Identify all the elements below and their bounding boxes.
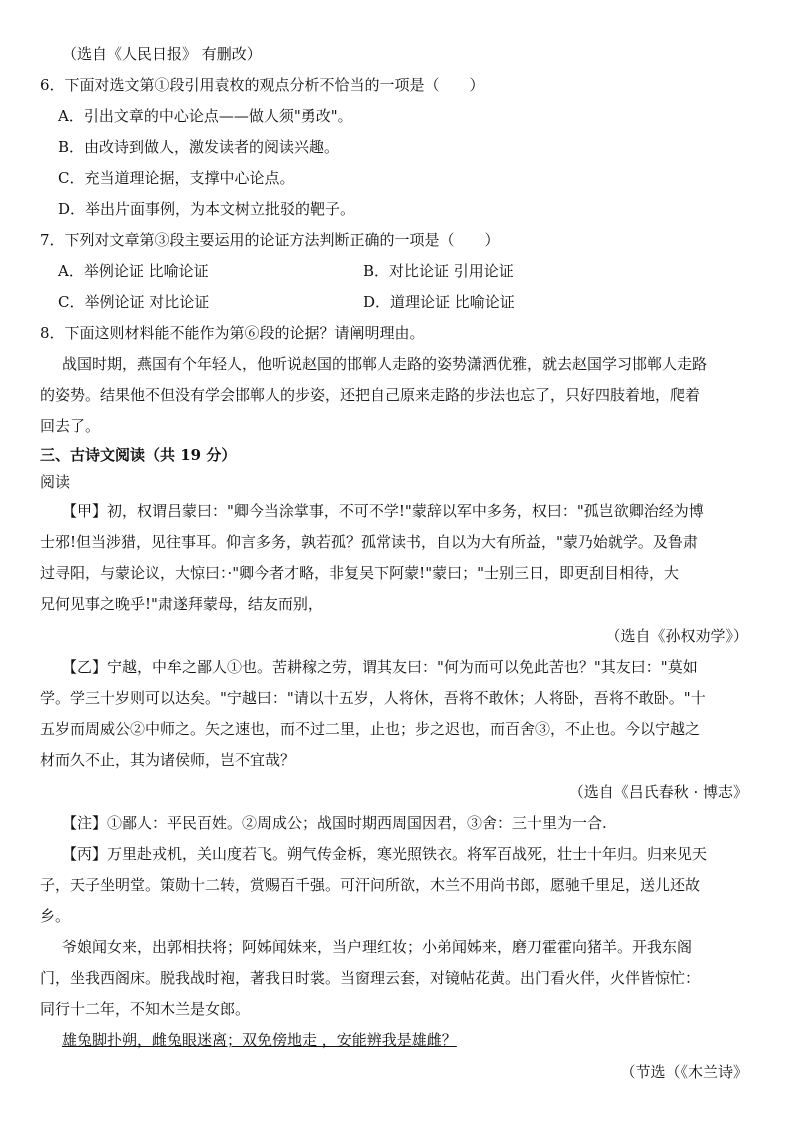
passage-jia-line: 【甲】初，权谓吕蒙曰："卿今当涂掌事，不可不学!"蒙辞以军中多务，权曰："孤岂欲卿治经为博	[62, 502, 704, 520]
passage-bing-line: 子，天子坐明堂。策勋十二转，赏赐百千强。可汗问所欲，木兰不用尚书郎，愿驰千里足，送儿还故	[40, 876, 701, 894]
q8-material-line: 战国时期，燕国有个年轻人，他听说赵国的邯郸人走路的姿势潇洒优雅，就去赵国学习邯郸人走路	[62, 355, 708, 373]
q8-material-line: 回去了。	[40, 417, 101, 435]
passage-yi-line: 材而久不止，其为诸侯师，岂不宜哉？	[40, 751, 296, 769]
passage-bing-source: （节选（《木兰诗》	[620, 1063, 748, 1081]
passage-bing-line: 乡。	[40, 907, 71, 925]
passage-yi-line: 五岁而周威公②中师之。矢之速也，而不过二里，止也；步之迟也，而百舍③，不止也。今以宁越之	[40, 720, 701, 738]
passage-bing-line: 门，坐我西阁床。脱我战时袍，著我日时裳。当窗理云套，对镜帖花黄。出门看火伴，火伴皆惊忙：	[40, 969, 701, 987]
passage-bing-line: 【丙】万里赴戎机，关山度若飞。朔气传金柝，寒光照铁衣。将军百战死，壮士十年归。归来见天	[62, 845, 708, 863]
passage-jia-line: 兄何见事之晚乎!"肃遂拜蒙母，结友而别，	[40, 595, 323, 613]
q7-option-b: B．对比论证 引用论证	[363, 262, 514, 280]
section-3-heading: 三、古诗文阅读（共 19 分）	[40, 446, 237, 464]
q7-option-c: C．举例论证 对比论证	[58, 293, 210, 311]
source-top: （选自《人民日报》 有删改）	[62, 45, 262, 63]
read-label: 阅读	[40, 473, 71, 491]
q7-option-a: A．举例论证 比喻论证	[58, 262, 209, 280]
passage-bing-line: 爷娘闻女来，出郭相扶将；阿姊闻妹来，当户理红妆；小弟闻姊来，磨刀霍霍向猪羊。开我东阁	[62, 938, 693, 956]
q6-option-a: A．引出文章的中心论点——做人须"勇改"。	[58, 107, 353, 125]
q8-material-line: 的姿势。结果他不但没有学会邯郸人的步姿，还把自己原来走路的步法也忘了，只好四肢着地，爬着	[40, 386, 701, 404]
underlined-sentence: 雄兔脚扑朔，雌兔眼迷离；双免傍地走 ，安能辨我是雄雌？	[62, 1031, 457, 1049]
passage-jia-line: 过寻阳，与蒙论议，大惊曰：·"卿今者才略，非复吴下阿蒙!"蒙曰；"士别三日，即更刮目相待，大	[40, 564, 679, 582]
q6-option-d: D．举出片面事例，为本文树立批驳的靶子。	[58, 200, 356, 218]
passage-yi-line: 【乙】宁越，中牟之鄙人①也。苦耕稼之劳，谓其友曰："何为而可以免此苦也？"其友曰："莫如	[62, 658, 698, 676]
passage-bing-line: 同行十二年，不知木兰是女郎。	[40, 1000, 251, 1018]
q6-option-b: B．由改诗到做人，激发读者的阅读兴趣。	[58, 138, 340, 156]
passage-yi-source: （选自《吕氏春秋 · 博志》	[568, 783, 748, 801]
passage-jia-source: （选自《孙权劝学》）	[605, 627, 748, 645]
annotation-notes: 【注】①鄙人：平民百姓。②周成公；战国时期西周国因君，③舍：三十里为一合.	[62, 814, 607, 832]
question-6-stem: 6．下面对选文第①段引用袁枚的观点分析不恰当的一项是（ ）	[40, 76, 485, 94]
question-8-stem: 8．下面这则材料能不能作为第⑥段的论据？请阐明理由。	[40, 324, 425, 342]
q7-option-d: D．道理论证 比喻论证	[363, 293, 515, 311]
question-7-stem: 7．下列对文章第③段主要运用的论证方法判断正确的一项是（ ）	[40, 231, 500, 249]
passage-jia-line: 士邪!但当涉猎，见往事耳。仰言多务，孰若孤？孤常读书，自以为大有所益，"蒙乃始就学。及鲁肃	[40, 533, 698, 551]
q6-option-c: C．充当道理论据，支撑中心论点。	[58, 169, 295, 187]
passage-yi-line: 学。学三十岁则可以达矣。"宁越曰："请以十五岁，人将休，吾将不敢休；人将卧，吾将不敢卧。"十	[40, 689, 706, 707]
